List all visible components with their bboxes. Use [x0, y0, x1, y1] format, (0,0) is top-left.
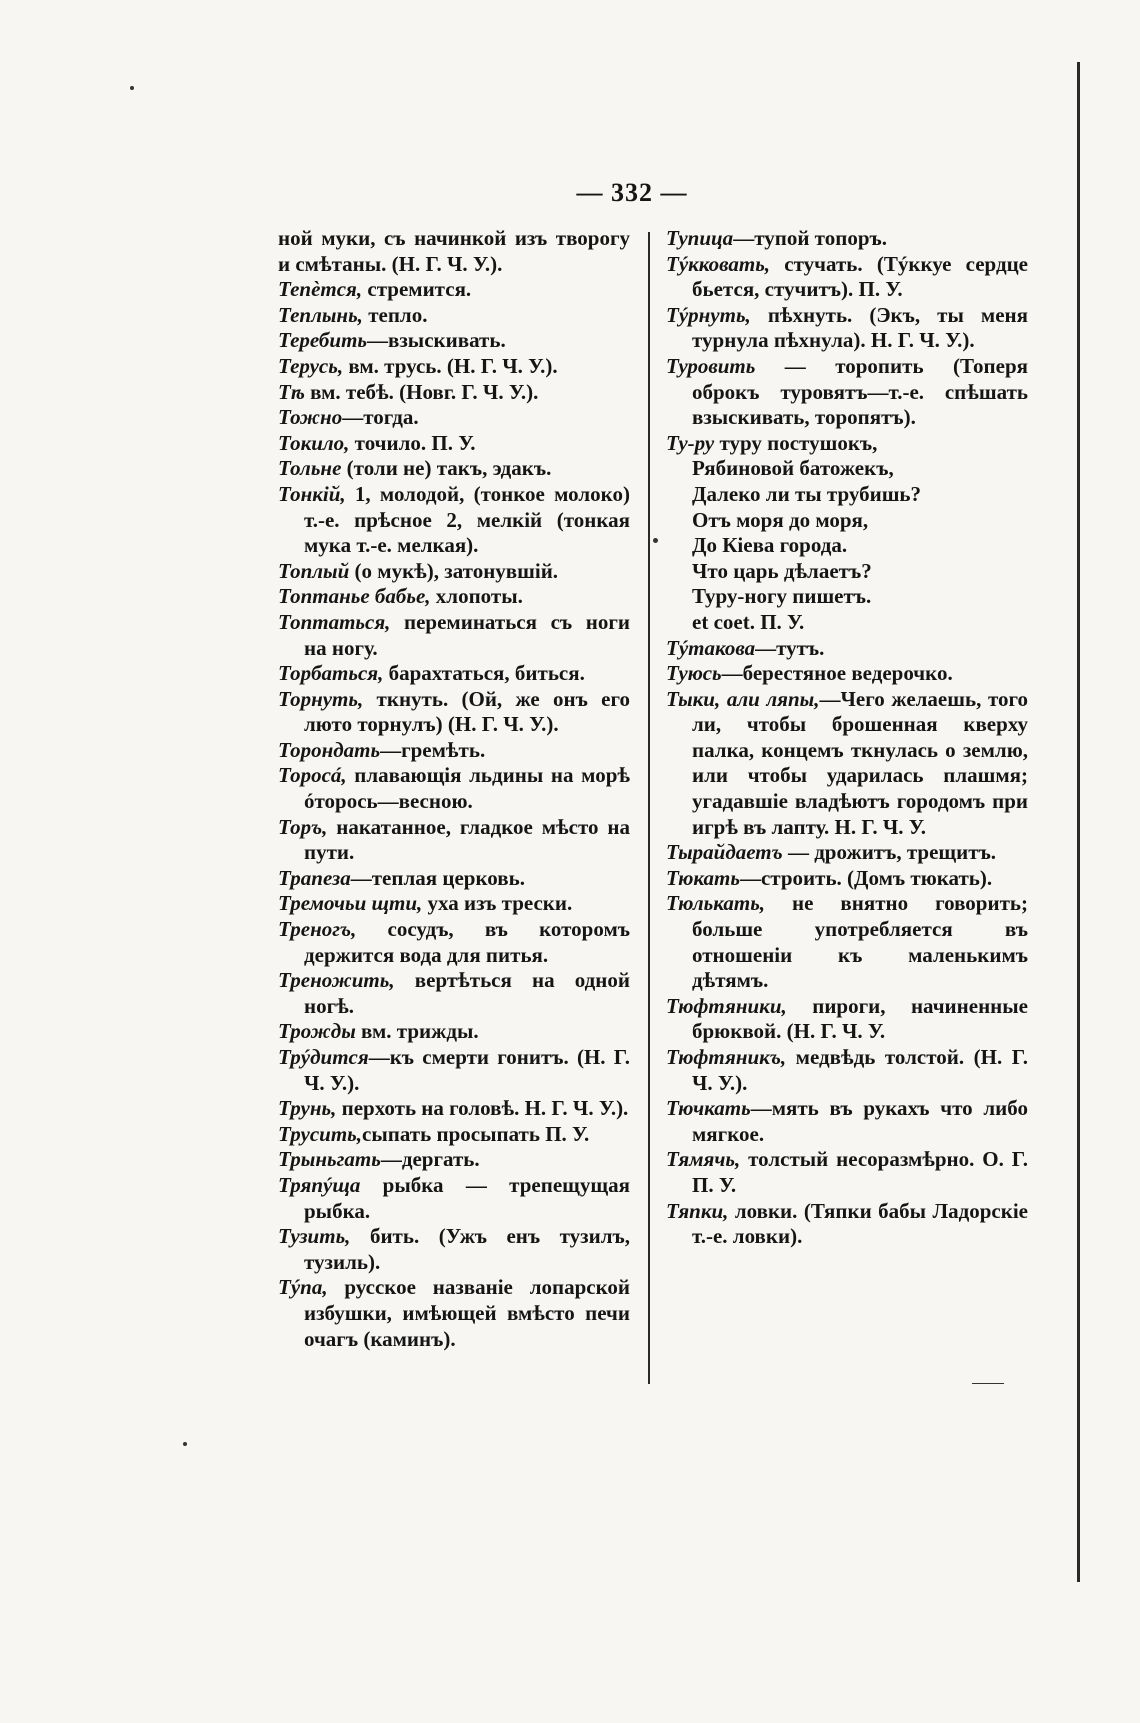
- entry-definition: бить. (Ужъ енъ тузилъ, тузиль).: [304, 1224, 630, 1274]
- dictionary-entry: [666, 661, 1028, 687]
- dictionary-entry: [666, 1199, 1028, 1250]
- dictionary-entry: [666, 1096, 1028, 1147]
- dictionary-entry: [278, 1122, 630, 1148]
- dictionary-entry: [278, 456, 630, 482]
- dictionary-entry: [278, 1173, 630, 1224]
- entry-headword: Тýкковать,: [666, 251, 771, 276]
- dictionary-entry: [278, 1019, 630, 1045]
- dictionary-entry: [278, 1096, 630, 1122]
- entry-headword: Тюлькать,: [666, 891, 766, 916]
- dictionary-entry: [278, 431, 630, 457]
- entry-headword: Трыньгать: [278, 1147, 381, 1172]
- verse-line: et coet. П. У.: [692, 609, 805, 634]
- entry-definition: пѣхнуть. (Экъ, ты меня турнула пѣхнула). Н. Г. Ч. У.).: [692, 302, 1028, 353]
- dictionary-entry: [666, 840, 1028, 866]
- verse-line: Рябиновой батожекъ,: [692, 456, 894, 481]
- entry-headword: Тыки, али ляпы,: [666, 686, 820, 711]
- entry-headword: Трýдится: [278, 1045, 369, 1069]
- end-rule: [972, 1383, 1004, 1384]
- entry-headword: Тюфтяникъ,: [666, 1045, 787, 1069]
- entry-definition: —Чего желаешь, того ли, чтобы брошенная кверху палка, концемъ ткнулась о землю, или чтобы ударилась плашмя; угадавшіе владѣютъ городомъ при игрѣ въ лапту. Н. Г. Ч. У.: [692, 686, 1028, 839]
- dictionary-entry: [278, 866, 630, 892]
- dictionary-entry: [278, 328, 630, 354]
- dictionary-entry: [278, 303, 630, 329]
- dictionary-entry: [278, 482, 630, 559]
- dictionary-entry: [278, 277, 630, 303]
- dictionary-entry: [278, 1275, 630, 1352]
- entry-definition: медвѣдь толстой. (Н. Г. Ч. У.).: [692, 1045, 1028, 1095]
- entry-headword: Терусь,: [278, 353, 344, 378]
- entry-headword: Тупица: [666, 226, 734, 250]
- entry-definition: не внятно говорить; больше употребляется въ отношеніи къ маленькимъ дѣтямъ.: [692, 891, 1028, 993]
- entry-headword: Тюфтяники,: [666, 993, 787, 1018]
- entry-definition: хлопоты.: [430, 584, 523, 609]
- entry-headword: Торондать: [278, 737, 381, 762]
- dictionary-entry: [666, 226, 1028, 252]
- verse-line: Далеко ли ты трубишь?: [692, 481, 922, 506]
- entry-headword: Торбаться,: [278, 661, 384, 686]
- dictionary-entry: [278, 559, 630, 585]
- page-number: — 332 —: [576, 178, 688, 207]
- entry-definition: рыбка — трепещущая рыбка.: [304, 1172, 630, 1223]
- entry-definition: 1, молодой, (тонкое молоко) т.-е. прѣсное 2, мелкій (тонкая мука т.-е. мелкая).: [304, 481, 630, 558]
- dictionary-entry: [278, 763, 630, 814]
- dictionary-entry: [666, 1045, 1028, 1096]
- entry-headword: Теплынь,: [278, 302, 363, 327]
- dictionary-entry: [278, 1147, 630, 1173]
- entry-definition: —тупой топоръ.: [733, 226, 887, 250]
- entry-headword: Тяпки,: [666, 1198, 729, 1223]
- entry-headword: Тонкій,: [278, 481, 346, 506]
- dictionary-entry: [666, 252, 1028, 303]
- dictionary-entry: [666, 687, 1028, 841]
- entry-definition: сосудъ, въ которомъ держится вода для питья.: [304, 917, 630, 967]
- dictionary-entry: [666, 994, 1028, 1045]
- dictionary-entry: [278, 1224, 630, 1275]
- right-column: [666, 226, 1028, 1250]
- entry-headword: Ту-ру: [666, 430, 715, 455]
- entry-definition: вертѣться на одной ногѣ.: [304, 968, 630, 1018]
- dictionary-entry: [278, 687, 630, 738]
- entry-headword: Торъ,: [278, 814, 328, 839]
- column-divider: [648, 232, 650, 1384]
- page-edge-line: [1077, 62, 1080, 1582]
- entry-headword: Треножить,: [278, 968, 395, 993]
- dictionary-entry: [666, 866, 1028, 892]
- entry-definition: точило. П. У.: [349, 430, 476, 455]
- dictionary-entry: [278, 584, 630, 610]
- verse-line: Что царь дѣлаетъ?: [692, 558, 872, 583]
- entry-definition: туру постушокъ,: [714, 430, 878, 455]
- entry-definition: русское названіе лопарской избушки, имѣющей вмѣсто печи очагъ (каминъ).: [304, 1275, 630, 1351]
- bullet-mark: [653, 538, 658, 543]
- entry-headword: Тýрнуть,: [666, 302, 751, 327]
- entry-definition: сыпать просыпать П. У.: [362, 1121, 590, 1146]
- entry-definition: плавающія льдины на морѣ óторось—весною.: [304, 763, 630, 814]
- entry-definition: тепло.: [362, 302, 428, 327]
- entry-headword: Тольне: [278, 456, 342, 481]
- entry-definition: переминаться съ ноги на ногу.: [304, 609, 630, 660]
- dictionary-entry: [278, 405, 630, 431]
- entry-definition: ловки. (Тяпки бабы Ладорскіе т.-е. ловки).: [692, 1198, 1028, 1249]
- entry-headword: Токило,: [278, 430, 350, 455]
- entry-definition: —дергать.: [380, 1147, 480, 1172]
- entry-headword: Туровить: [666, 353, 756, 378]
- entry-headword: Тырайдаетъ: [666, 840, 783, 865]
- entry-headword: Тузить,: [278, 1224, 351, 1249]
- entry-definition: уха изъ трески.: [422, 891, 573, 916]
- entry-definition: — дрожитъ, трещитъ.: [782, 840, 997, 865]
- dictionary-entry: [278, 226, 630, 277]
- entry-headword: Трожды: [278, 1019, 356, 1044]
- entry-definition: стремится.: [362, 277, 472, 302]
- entry-definition: (о мукѣ), затонувшій.: [349, 558, 559, 583]
- dictionary-entry: [278, 891, 630, 917]
- entry-definition: барахтаться, биться.: [383, 661, 585, 686]
- entry-headword: Трусить,: [278, 1121, 363, 1146]
- entry-definition: (толи не) такъ, эдакъ.: [341, 456, 552, 481]
- entry-headword: Трапеза: [278, 865, 351, 890]
- entry-headword: Теребить: [278, 328, 368, 353]
- entry-definition: вм. трижды.: [355, 1019, 479, 1044]
- entry-headword: Торосá,: [278, 763, 347, 788]
- dictionary-entry: [666, 636, 1028, 662]
- entry-headword: Тепѐтся,: [278, 277, 363, 302]
- dictionary-entry: [666, 891, 1028, 993]
- dictionary-entry: [278, 380, 630, 406]
- dictionary-entry: [278, 1045, 630, 1096]
- dictionary-entry: [278, 354, 630, 380]
- entry-headword: Трунь,: [278, 1096, 337, 1121]
- entry-definition: —взыскивать.: [367, 328, 506, 353]
- entry-headword: Тýтакова: [666, 635, 756, 660]
- entry-definition: вм. тебѣ. (Новг. Г. Ч. У.).: [304, 379, 539, 404]
- entry-definition: —строить. (Домъ тюкать).: [739, 865, 993, 890]
- dictionary-entry: [666, 431, 1028, 457]
- entry-definition: —къ смерти гонитъ. (Н. Г. Ч. У.).: [304, 1045, 630, 1095]
- entry-definition: накатанное, гладкое мѣсто на пути.: [304, 814, 630, 865]
- dictionary-entry: [666, 303, 1028, 354]
- entry-headword: Тямячь,: [666, 1147, 741, 1172]
- dictionary-entry: [278, 738, 630, 764]
- speck: [183, 1442, 187, 1446]
- verse-line: Туру-ногу пишетъ.: [692, 584, 872, 609]
- entry-definition: —мять въ рукахъ что либо мягкое.: [692, 1096, 1028, 1146]
- dictionary-entry: [666, 1147, 1028, 1198]
- entry-definition: вм. трусь. (Н. Г. Ч. У.).: [343, 353, 558, 378]
- entry-headword: Тремочьи щти,: [278, 891, 423, 916]
- entry-definition: толстый несоразмѣрно. О. Г. П. У.: [692, 1147, 1028, 1197]
- dictionary-entry: [666, 354, 1028, 431]
- entry-headword: Туюсь: [666, 661, 722, 686]
- entry-headword: Топтаться,: [278, 609, 391, 634]
- entry-headword: Тýпа,: [278, 1275, 328, 1300]
- verse-line: До Кіева города.: [692, 533, 848, 558]
- dictionary-entry: [278, 661, 630, 687]
- entry-definition: —гремѣть.: [380, 737, 486, 762]
- entry-definition: ной муки, съ начинкой изъ творогу и смѣтаны. (Н. Г. Ч. У.).: [278, 226, 630, 276]
- entry-definition: —тутъ.: [755, 635, 825, 660]
- entry-definition: стучать. (Тýккуе сердце бьется, стучитъ). П. У.: [692, 251, 1028, 302]
- entry-definition: —тогда.: [342, 405, 419, 430]
- entry-definition: —берестяное ведерочко.: [721, 661, 953, 686]
- entry-headword: Тряпýща: [278, 1172, 361, 1197]
- entry-definition: пироги, начиненные брюквой. (Н. Г. Ч. У.: [692, 993, 1028, 1044]
- entry-headword: Топлый: [278, 558, 350, 583]
- left-column: [278, 226, 630, 1352]
- entry-definition: —теплая церковь.: [350, 865, 525, 890]
- entry-headword: Топтанье бабье,: [278, 584, 431, 609]
- dictionary-entry: [278, 610, 630, 661]
- entry-definition: перхоть на головѣ. Н. Г. Ч. У.).: [336, 1096, 629, 1121]
- speck: [130, 86, 134, 90]
- dictionary-entry: [278, 968, 630, 1019]
- entry-headword: Торнуть,: [278, 686, 364, 711]
- dictionary-entry: [278, 917, 630, 968]
- verse-line: Отъ моря до моря,: [692, 507, 869, 532]
- dictionary-entry: [278, 815, 630, 866]
- entry-headword: Тѣ: [278, 379, 305, 404]
- entry-headword: Треногъ,: [278, 917, 357, 942]
- entry-headword: Тожно: [278, 405, 343, 430]
- entry-headword: Тюкать: [666, 865, 740, 890]
- entry-definition: ткнуть. (Ой, же онъ его люто торнулъ) (Н. Г. Ч. У.).: [304, 686, 630, 737]
- entry-headword: Тючкать: [666, 1096, 751, 1121]
- entry-definition: — торопить (Топеря оброкъ туровятъ—т.-е. спѣшать взыскивать, торопятъ).: [692, 353, 1028, 430]
